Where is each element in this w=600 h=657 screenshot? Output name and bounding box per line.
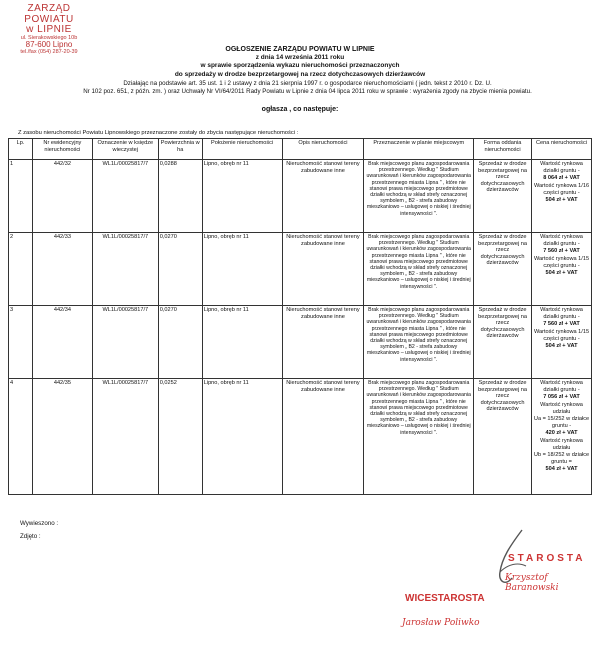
cell-area: 0,0270 [158, 233, 202, 306]
title-subject-1: w sprawie sporządzenia wykazu nieruchomości przeznaczonych [200, 62, 400, 70]
property-table [8, 138, 592, 495]
price-value: 504 zł + VAT [545, 466, 578, 473]
price-line: Wartość rynkowa działki gruntu - [540, 234, 583, 248]
document-title [0, 46, 600, 79]
starosta-name: Krzysztof Baranowski [505, 573, 559, 593]
cell-plan: Brak miejscowego planu zagospodarowania przestrzennego. Według " Studium uwarunkowań i kierunków zagospodarowania przestrzennego miasta Lipna " , które nie stanowi prawa miejscowego przedmiotowe działki wchodzą w skład strefy oznaczonej symbolem „ B2 - strefa zabudowy mieszkaniowo – usługowej o niskiej i średniej intensywności ". [364, 306, 474, 379]
cell-plan: Brak miejscowego planu zagospodarowania przestrzennego. Według " Studium uwarunkowań i kierunków zagospodarowania przestrzennego miasta Lipna " , które nie stanowi prawa miejscowego przedmiotowe działki wchodzą w skład strefy oznaczonej symbolem „ B2 - strefa zabudowy mieszkaniowo – usługowej o niskiej i średniej intensywności ". [364, 379, 474, 495]
cell-lp: 1 [9, 160, 33, 233]
announce-heading: ogłasza , co następuje: [261, 106, 339, 113]
table-row [9, 379, 592, 495]
price-line: Wartość rynkowa udziału [540, 437, 583, 451]
cell-form: Sprzedaż w drodze bezprzetargowej na rzecz dotychczasowych dzierżawców [474, 233, 532, 306]
cell-area: 0,0270 [158, 306, 202, 379]
cell-lp: 4 [9, 379, 33, 495]
cell-price [532, 160, 592, 233]
title-date: z dnia 14 września 2011 roku [255, 54, 345, 62]
price-line: Wartość rynkowa 1/16 części gruntu - [533, 182, 590, 196]
stamp-line-3: ul. Sierakowskiego 10b [20, 34, 78, 41]
cell-kw: WL1L/00025817/7 [92, 233, 158, 306]
vicestarosta-name: Jarosław Poliwko [402, 618, 480, 628]
header-location: Położenie nieruchomości [202, 139, 282, 160]
price-line: Wartość rynkowa udziału [540, 401, 583, 415]
title-heading: OGŁOSZENIE ZARZĄDU POWIATU W LIPNIE [225, 46, 375, 53]
cell-location: Lipno, obręb nr 11 [202, 306, 282, 379]
price-value: 504 zł + VAT [545, 343, 578, 350]
cell-nr: 442/35 [32, 379, 92, 495]
cell-lp: 3 [9, 306, 33, 379]
intro-line-2: Nr 102 poz. 651, z późn. zm. ) oraz Uchwały Nr VI/64/2011 Rady Powiatu w Lipnie z dnia 04 lipca 2011 roku w sprawie : wyrażenia zgody na zbycie mienia powiatu. [83, 88, 532, 96]
cell-nr: 442/34 [32, 306, 92, 379]
stamp-line-2: w LIPNIE [26, 24, 72, 35]
price-line: Ua = 15/252 w działce gruntu - [533, 416, 590, 430]
price-line: Wartość rynkowa działki gruntu - [540, 307, 583, 321]
price-line: Wartość rynkowa działki gruntu - [540, 161, 583, 175]
removed-label: Zdjęto : [20, 533, 41, 540]
cell-nr: 442/33 [32, 233, 92, 306]
price-value: 7 056 zł + VAT [543, 394, 580, 401]
header-price: Cena nieruchomości [532, 139, 592, 160]
cell-kw: WL1L/00025817/7 [92, 160, 158, 233]
cell-price [532, 379, 592, 495]
header-lp: Lp. [9, 139, 33, 160]
table-header-row [9, 139, 592, 160]
price-line: Wartość rynkowa 1/15 części gruntu - [533, 255, 590, 269]
cell-price [532, 306, 592, 379]
intro-line-1: Działając na podstawie art. 35 ust. 1 i 2 ustawy z dnia 21 sierpnia 1997 r. o gospodarce nieruchomościami ( jedn. tekst z 2010 r. Dz. U. [123, 80, 492, 87]
cell-location: Lipno, obręb nr 11 [202, 379, 282, 495]
header-nr: Nr ewidencyjny nieruchomości [32, 139, 92, 160]
cell-nr: 442/32 [32, 160, 92, 233]
cell-description: Nieruchomość stanowi tereny zabudowane inne [282, 379, 364, 495]
cell-plan: Brak miejscowego planu zagospodarowania przestrzennego. Według " Studium uwarunkowań i kierunków zagospodarowania przestrzennego miasta Lipna " , które nie stanowi prawa miejscowego przedmiotowe działki wchodzą w skład strefy oznaczonej symbolem „ B2 - strefa zabudowy mieszkaniowo – usługowej o niskiej i średniej intensywności ". [364, 233, 474, 306]
cell-area: 0,0288 [158, 160, 202, 233]
price-value: 8 064 zł + VAT [543, 175, 580, 182]
price-value: 7 560 zł + VAT [543, 248, 580, 255]
cell-price [532, 233, 592, 306]
cell-location: Lipno, obręb nr 11 [202, 160, 282, 233]
price-line: Wartość rynkowa 1/15 części gruntu - [533, 328, 590, 342]
table-row [9, 160, 592, 233]
header-plan: Przeznaczenie w planie miejscowym [364, 139, 474, 160]
stamp-line-4: 87-600 Lipno [25, 40, 73, 50]
cell-plan: Brak miejscowego planu zagospodarowania przestrzennego. Według " Studium uwarunkowań i kierunków zagospodarowania przestrzennego miasta Lipna " , które nie stanowi prawa miejscowego przedmiotowe działki wchodzą w skład strefy oznaczonej symbolem „ B2 - strefa zabudowy mieszkaniowo – usługowej o niskiej i średniej intensywności ". [364, 160, 474, 233]
cell-description: Nieruchomość stanowi tereny zabudowane inne [282, 160, 364, 233]
table-row [9, 306, 592, 379]
cell-location: Lipno, obręb nr 11 [202, 233, 282, 306]
header-form: Forma oddania nieruchomości [474, 139, 532, 160]
table-row [9, 233, 592, 306]
cell-kw: WL1L/00025817/7 [92, 379, 158, 495]
cell-description: Nieruchomość stanowi tereny zabudowane inne [282, 306, 364, 379]
price-line: Wartość rynkowa działki gruntu - [540, 380, 583, 394]
vicestarosta-title: WICESTAROSTA [405, 593, 485, 604]
cell-form: Sprzedaż w drodze bezprzetargowej na rzecz dotychczasowych dzierżawców [474, 160, 532, 233]
price-value: 504 zł + VAT [545, 270, 578, 277]
price-line: Ub = 18/252 w działce gruntu = [533, 452, 590, 466]
cell-description: Nieruchomość stanowi tereny zabudowane inne [282, 233, 364, 306]
posted-label: Wywieszono : [20, 520, 59, 527]
stamp-line-1: ZARZĄD POWIATU [24, 3, 74, 25]
table-caption: Z zasobu nieruchomości Powiatu Lipnowskiego przeznaczone zostały do zbycia następujące nieruchomości : [18, 130, 299, 136]
cell-kw: WL1L/00025817/7 [92, 306, 158, 379]
stamp-line-5: tel./fax (054) 287-20-39 [20, 48, 78, 55]
header-kw: Oznaczenie w księdze wieczystej [92, 139, 158, 160]
header-area: Powierzchnia w ha [158, 139, 202, 160]
cell-form: Sprzedaż w drodze bezprzetargowej na rzecz dotychczasowych dzierżawców [474, 306, 532, 379]
price-value: 420 zł + VAT [545, 430, 578, 437]
cell-lp: 2 [9, 233, 33, 306]
cell-area: 0,0252 [158, 379, 202, 495]
header-description: Opis nieruchomości [282, 139, 364, 160]
price-value: 504 zł + VAT [545, 197, 578, 204]
price-value: 7 560 zł + VAT [543, 321, 580, 328]
cell-form: Sprzedaż w drodze bezprzetargowej na rzecz dotychczasowych dzierżawców [474, 379, 532, 495]
intro-paragraph [30, 80, 585, 96]
title-subject-2: do sprzedaży w drodze bezprzetargowej na rzecz dotychczasowych dzierżawców [174, 70, 426, 78]
starosta-title: STAROSTA [508, 553, 586, 564]
